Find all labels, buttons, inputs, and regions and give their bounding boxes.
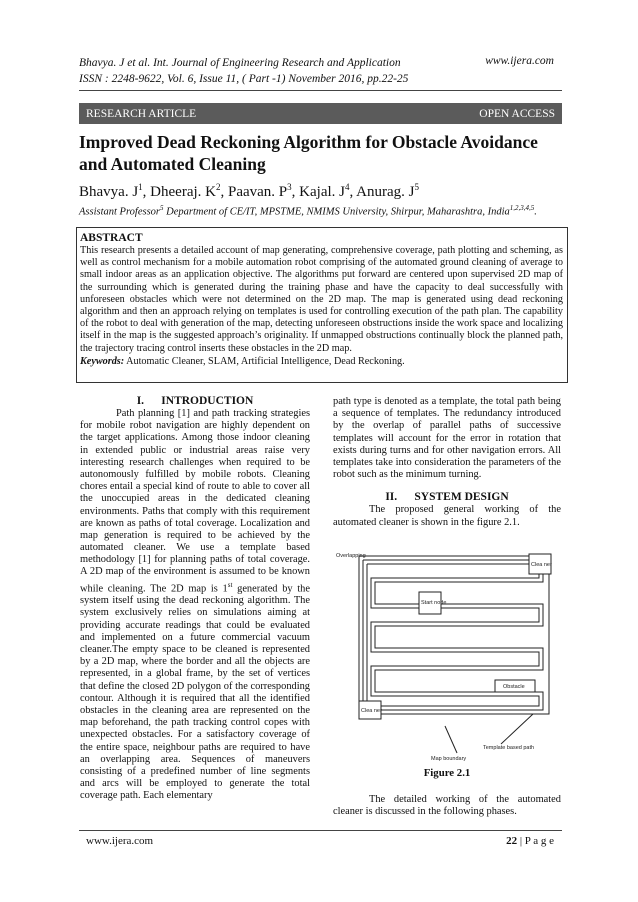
author: Bhavya. J <box>79 184 139 200</box>
figure-2-1 <box>333 548 561 763</box>
cleaner-top-label: Clea ner <box>531 562 552 568</box>
journal-line-2: ISSN : 2248-9622, Vol. 6, Issue 11, ( Part -1) November 2016, pp.22-25 <box>79 73 409 85</box>
open-access-label: OPEN ACCESS <box>479 107 555 120</box>
research-article-label: RESEARCH ARTICLE <box>86 107 197 120</box>
left-column <box>80 394 310 802</box>
figure-caption: Figure 2.1 <box>423 767 471 779</box>
author: Anurag. J <box>356 184 415 200</box>
introduction-paragraph: Path planning [1] and path tracking strategies for mobile robot navigation are highly dependent on the target applications. Among those indoor cleaning in extended public or industrial areas raise very interesting research challenges when required to be autonomously fulfilled by mobile robots. Cleaning chores entail a special kind of route to able to cover all the unoccupied areas in the dedicated cleaning environments. Paths that comply with this requirement are known as paths of total coverage. Localization and map generation is required to be achieved by the automated cleaner. We use a template based methodology [1] for planning paths of total coverage. A 2D map of the environment is assumed to be known while cleaning. The 2D map is 1st generated by the system itself using the dead reckoning algorithm. The system exclusively relies on simulations aiming at providing accurate readings that could be evaluated and implemented on a future commercial vacuum cleaner.The empty space to be cleaned is represented by a 2D map, where the border and all the objects are represented, in a global frame, by the set of vertices that define the closed 2D polygon of the corresponding contour. Although it is required that all the identified obstacles in the cleaning area are represented on the map beforehand, the path tracking control copes with unexpected obstacles. For a satisfactory coverage of the entire space, neighbour paths are required to have an overlapping area. Sequences of maneuvers consisting of a predefined number of line segments and arcs will be employed to generate the total coverage path. Each elementary <box>80 408 310 802</box>
affiliation: Assistant Professor$^5$ Department of CE/IT, MPSTME, NMIMS University, Shirpur, Maharashtra, India$^{1,2,3,4,5}$. <box>79 204 537 218</box>
coverage-path-diagram <box>333 548 561 763</box>
article-type-banner <box>79 103 562 124</box>
page-number: 22 | P a g e <box>506 835 554 847</box>
introduction-heading: I. INTRODUCTION <box>136 395 254 407</box>
author: Dheeraj. K <box>150 184 216 200</box>
intro-continuation: path type is denoted as a template, the total path being a sequence of templates. The redundancy introduced by the overlap of parallel paths of successive templates will account for the error in rotation that exists during turns and for other navigation errors. All templates take into consideration the parameters of the robot such as the minimum turning. <box>333 396 561 481</box>
journal-header <box>79 55 408 87</box>
template-path-label: Template based path <box>483 745 535 751</box>
author: Paavan. P <box>227 184 288 200</box>
abstract-text: This research presents a detailed account of map generating, comprehensive coverage, path plotting and scheming, as well as control mechanism for a mobile automation robot comprising of the automated ground cleaning of average to small indoor areas as an application objective. The algorithms put forward are centered upon supervised 2D map of the surrounding which is generated during the training phase and have the capacity to deal successfully with unforeseen obstacles which were not determined on the 2D map. The map is generated using dead reckoning algorithm and then an approach relying on templates is used for controlling execution of the path plan. The capability of the robot to deal with generation of the map, detecting unforeseen obstructions inside the work space and localizing itself in the map is the suggested approach’s originality. If unmapped obstructions continually block the planned path, the trajectory tracing control inserts these obstacles in the 2D map. <box>80 245 563 354</box>
cleaner-left-label: Clea ner <box>361 708 382 714</box>
paper-title: Improved Dead Reckoning Algorithm for Obstacle Avoidance and Automated Cleaning <box>79 132 538 174</box>
right-column <box>333 396 561 529</box>
abstract-heading: ABSTRACT <box>80 232 143 244</box>
footer-website[interactable]: www.ijera.com <box>86 835 154 847</box>
obstacle-label: Obstacle <box>503 684 525 690</box>
journal-website[interactable]: www.ijera.com <box>485 55 554 67</box>
keywords: Keywords: Automatic Cleaner, SLAM, Artificial Intelligence, Dead Reckoning. <box>80 355 405 367</box>
leader-line-boundary <box>445 726 457 753</box>
start-node-label: Start node <box>421 600 447 606</box>
author-list: Bhavya. $J^1$, Dheeraj. $K^2$, Paavan. $P^3$, Kajal. $J^4$, Anurag. $J^5$ <box>79 182 419 200</box>
author: Kajal. J <box>299 184 345 200</box>
header-divider <box>79 90 562 91</box>
leader-line-template <box>501 714 533 744</box>
system-design-paragraph: The proposed general working of the automated cleaner is shown in the figure 2.1. <box>333 504 561 528</box>
footer-divider <box>79 830 562 831</box>
system-design-heading: II. SYSTEM DESIGN <box>385 491 509 504</box>
journal-line-1: Bhavya. J et al. Int. Journal of Engineering Research and Application <box>79 57 401 69</box>
overlapping-label: Overlapping <box>336 553 366 559</box>
after-figure-paragraph: The detailed working of the automated cleaner is discussed in the following phases. <box>333 794 561 818</box>
map-boundary-label: Map boundary <box>431 756 467 762</box>
abstract-box <box>76 227 568 383</box>
